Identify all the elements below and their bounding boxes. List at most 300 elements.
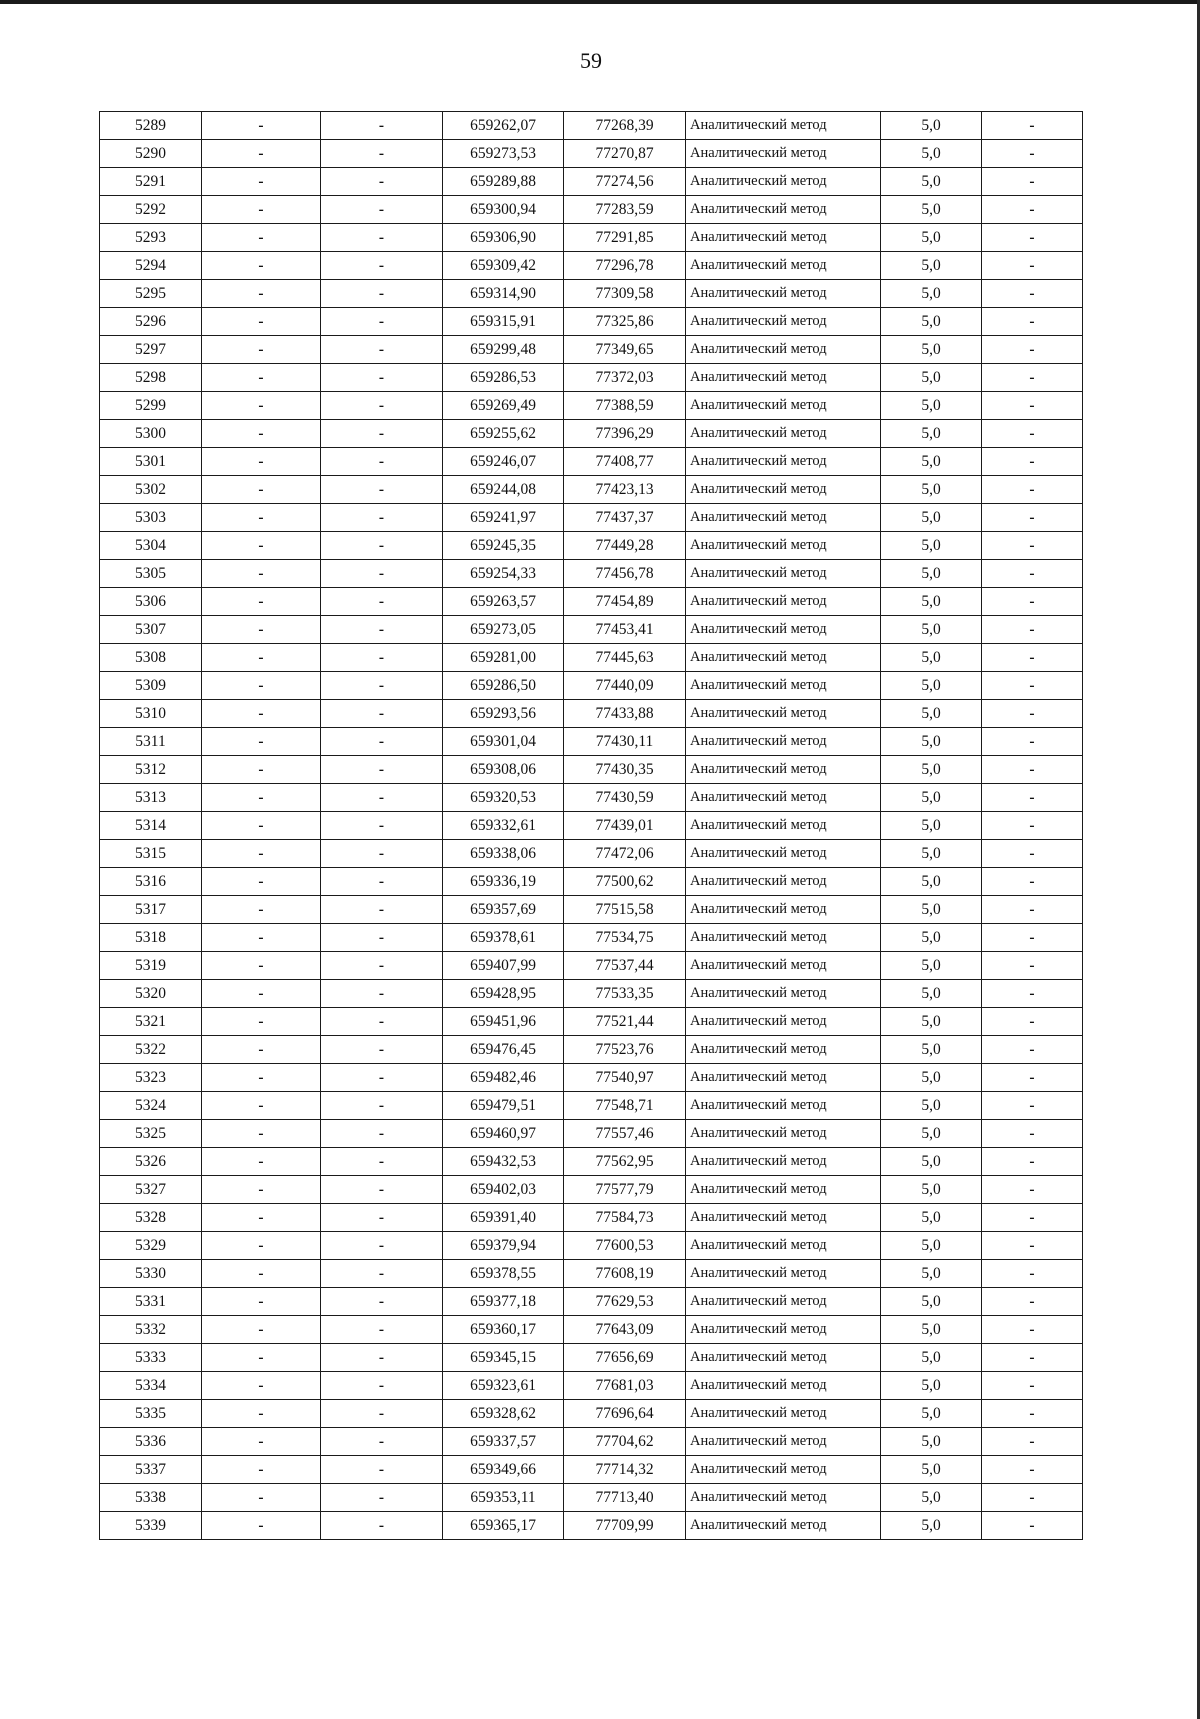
table-row (100, 336, 1083, 364)
accuracy-cell: 5,0 (881, 784, 982, 812)
method-cell: Аналитический метод (686, 224, 881, 252)
empty-dash-cell: - (202, 980, 321, 1008)
empty-dash-cell: - (321, 112, 443, 140)
accuracy-cell: 5,0 (881, 476, 982, 504)
empty-dash-cell: - (982, 1260, 1083, 1288)
empty-dash-cell: - (321, 476, 443, 504)
empty-dash-cell: - (982, 700, 1083, 728)
coordinate-x-cell: 659379,94 (443, 1232, 564, 1260)
table-row (100, 1120, 1083, 1148)
table-row (100, 504, 1083, 532)
empty-dash-cell: - (321, 616, 443, 644)
empty-dash-cell: - (321, 196, 443, 224)
empty-dash-cell: - (321, 1484, 443, 1512)
table-row (100, 1260, 1083, 1288)
empty-dash-cell: - (321, 1260, 443, 1288)
coordinate-y-cell: 77540,97 (564, 1064, 686, 1092)
coordinate-y-cell: 77577,79 (564, 1176, 686, 1204)
empty-dash-cell: - (982, 980, 1083, 1008)
point-number-cell: 5312 (100, 756, 202, 784)
accuracy-cell: 5,0 (881, 1120, 982, 1148)
table-row (100, 840, 1083, 868)
point-number-cell: 5323 (100, 1064, 202, 1092)
point-number-cell: 5300 (100, 420, 202, 448)
coordinate-x-cell: 659460,97 (443, 1120, 564, 1148)
point-number-cell: 5333 (100, 1344, 202, 1372)
empty-dash-cell: - (982, 840, 1083, 868)
empty-dash-cell: - (202, 1456, 321, 1484)
empty-dash-cell: - (202, 616, 321, 644)
empty-dash-cell: - (321, 1008, 443, 1036)
coordinate-y-cell: 77430,11 (564, 728, 686, 756)
method-cell: Аналитический метод (686, 476, 881, 504)
coordinate-x-cell: 659273,05 (443, 616, 564, 644)
empty-dash-cell: - (321, 924, 443, 952)
empty-dash-cell: - (982, 1064, 1083, 1092)
table-row (100, 448, 1083, 476)
coordinate-y-cell: 77713,40 (564, 1484, 686, 1512)
table-row (100, 252, 1083, 280)
empty-dash-cell: - (202, 644, 321, 672)
coordinate-x-cell: 659360,17 (443, 1316, 564, 1344)
empty-dash-cell: - (321, 1428, 443, 1456)
point-number-cell: 5294 (100, 252, 202, 280)
empty-dash-cell: - (321, 700, 443, 728)
empty-dash-cell: - (982, 1092, 1083, 1120)
accuracy-cell: 5,0 (881, 1512, 982, 1540)
point-number-cell: 5321 (100, 1008, 202, 1036)
accuracy-cell: 5,0 (881, 420, 982, 448)
empty-dash-cell: - (982, 392, 1083, 420)
method-cell: Аналитический метод (686, 1148, 881, 1176)
coordinate-y-cell: 77268,39 (564, 112, 686, 140)
point-number-cell: 5338 (100, 1484, 202, 1512)
empty-dash-cell: - (982, 420, 1083, 448)
accuracy-cell: 5,0 (881, 1484, 982, 1512)
point-number-cell: 5298 (100, 364, 202, 392)
point-number-cell: 5322 (100, 1036, 202, 1064)
coordinate-x-cell: 659402,03 (443, 1176, 564, 1204)
point-number-cell: 5325 (100, 1120, 202, 1148)
empty-dash-cell: - (982, 504, 1083, 532)
empty-dash-cell: - (321, 392, 443, 420)
table-row (100, 476, 1083, 504)
coordinates-table (99, 111, 1083, 1540)
coordinate-x-cell: 659314,90 (443, 280, 564, 308)
empty-dash-cell: - (321, 1064, 443, 1092)
accuracy-cell: 5,0 (881, 224, 982, 252)
empty-dash-cell: - (321, 448, 443, 476)
coordinate-x-cell: 659378,61 (443, 924, 564, 952)
table-row (100, 756, 1083, 784)
empty-dash-cell: - (321, 896, 443, 924)
table-row (100, 1316, 1083, 1344)
empty-dash-cell: - (982, 1372, 1083, 1400)
method-cell: Аналитический метод (686, 700, 881, 728)
empty-dash-cell: - (321, 980, 443, 1008)
point-number-cell: 5313 (100, 784, 202, 812)
empty-dash-cell: - (982, 1484, 1083, 1512)
coordinate-y-cell: 77291,85 (564, 224, 686, 252)
point-number-cell: 5293 (100, 224, 202, 252)
table-row (100, 868, 1083, 896)
point-number-cell: 5306 (100, 588, 202, 616)
accuracy-cell: 5,0 (881, 952, 982, 980)
table-row (100, 280, 1083, 308)
coordinate-x-cell: 659391,40 (443, 1204, 564, 1232)
coordinate-y-cell: 77696,64 (564, 1400, 686, 1428)
accuracy-cell: 5,0 (881, 392, 982, 420)
empty-dash-cell: - (321, 728, 443, 756)
coordinate-x-cell: 659345,15 (443, 1344, 564, 1372)
empty-dash-cell: - (202, 476, 321, 504)
accuracy-cell: 5,0 (881, 1456, 982, 1484)
point-number-cell: 5308 (100, 644, 202, 672)
coordinate-x-cell: 659432,53 (443, 1148, 564, 1176)
method-cell: Аналитический метод (686, 1512, 881, 1540)
table-row (100, 364, 1083, 392)
coordinate-y-cell: 77548,71 (564, 1092, 686, 1120)
empty-dash-cell: - (321, 1400, 443, 1428)
empty-dash-cell: - (202, 532, 321, 560)
accuracy-cell: 5,0 (881, 644, 982, 672)
empty-dash-cell: - (202, 924, 321, 952)
point-number-cell: 5328 (100, 1204, 202, 1232)
table-row (100, 1400, 1083, 1428)
coordinate-x-cell: 659286,53 (443, 364, 564, 392)
empty-dash-cell: - (202, 896, 321, 924)
coordinate-x-cell: 659428,95 (443, 980, 564, 1008)
empty-dash-cell: - (321, 532, 443, 560)
coordinate-x-cell: 659306,90 (443, 224, 564, 252)
table-row (100, 1456, 1083, 1484)
point-number-cell: 5297 (100, 336, 202, 364)
table-row (100, 1484, 1083, 1512)
coordinate-y-cell: 77423,13 (564, 476, 686, 504)
point-number-cell: 5289 (100, 112, 202, 140)
table-body (100, 112, 1083, 1540)
coordinate-y-cell: 77430,35 (564, 756, 686, 784)
empty-dash-cell: - (982, 280, 1083, 308)
empty-dash-cell: - (321, 952, 443, 980)
coordinate-x-cell: 659336,19 (443, 868, 564, 896)
coordinate-y-cell: 77445,63 (564, 644, 686, 672)
empty-dash-cell: - (982, 952, 1083, 980)
empty-dash-cell: - (982, 448, 1083, 476)
coordinate-y-cell: 77349,65 (564, 336, 686, 364)
method-cell: Аналитический метод (686, 1064, 881, 1092)
empty-dash-cell: - (982, 1232, 1083, 1260)
empty-dash-cell: - (202, 308, 321, 336)
method-cell: Аналитический метод (686, 1092, 881, 1120)
method-cell: Аналитический метод (686, 1120, 881, 1148)
coordinate-x-cell: 659262,07 (443, 112, 564, 140)
point-number-cell: 5330 (100, 1260, 202, 1288)
empty-dash-cell: - (321, 1456, 443, 1484)
point-number-cell: 5296 (100, 308, 202, 336)
empty-dash-cell: - (202, 1064, 321, 1092)
coordinate-y-cell: 77656,69 (564, 1344, 686, 1372)
coordinate-x-cell: 659482,46 (443, 1064, 564, 1092)
method-cell: Аналитический метод (686, 1288, 881, 1316)
point-number-cell: 5326 (100, 1148, 202, 1176)
coordinate-y-cell: 77681,03 (564, 1372, 686, 1400)
method-cell: Аналитический метод (686, 1316, 881, 1344)
table-row (100, 1148, 1083, 1176)
accuracy-cell: 5,0 (881, 532, 982, 560)
table-row (100, 392, 1083, 420)
method-cell: Аналитический метод (686, 784, 881, 812)
coordinate-x-cell: 659255,62 (443, 420, 564, 448)
point-number-cell: 5301 (100, 448, 202, 476)
empty-dash-cell: - (982, 1176, 1083, 1204)
coordinate-y-cell: 77515,58 (564, 896, 686, 924)
method-cell: Аналитический метод (686, 140, 881, 168)
accuracy-cell: 5,0 (881, 448, 982, 476)
coordinate-x-cell: 659308,06 (443, 756, 564, 784)
coordinate-x-cell: 659479,51 (443, 1092, 564, 1120)
empty-dash-cell: - (321, 756, 443, 784)
empty-dash-cell: - (321, 252, 443, 280)
coordinate-y-cell: 77562,95 (564, 1148, 686, 1176)
table-row (100, 1204, 1083, 1232)
point-number-cell: 5318 (100, 924, 202, 952)
coordinate-x-cell: 659365,17 (443, 1512, 564, 1540)
empty-dash-cell: - (982, 1036, 1083, 1064)
coordinate-x-cell: 659337,57 (443, 1428, 564, 1456)
accuracy-cell: 5,0 (881, 1232, 982, 1260)
coordinate-x-cell: 659309,42 (443, 252, 564, 280)
table-row (100, 952, 1083, 980)
empty-dash-cell: - (982, 644, 1083, 672)
empty-dash-cell: - (202, 140, 321, 168)
coordinate-x-cell: 659476,45 (443, 1036, 564, 1064)
table-row (100, 1344, 1083, 1372)
empty-dash-cell: - (321, 560, 443, 588)
table-row (100, 140, 1083, 168)
empty-dash-cell: - (202, 504, 321, 532)
empty-dash-cell: - (982, 476, 1083, 504)
coordinate-x-cell: 659315,91 (443, 308, 564, 336)
accuracy-cell: 5,0 (881, 1288, 982, 1316)
coordinate-x-cell: 659244,08 (443, 476, 564, 504)
accuracy-cell: 5,0 (881, 868, 982, 896)
empty-dash-cell: - (982, 532, 1083, 560)
table-row (100, 588, 1083, 616)
method-cell: Аналитический метод (686, 1232, 881, 1260)
empty-dash-cell: - (321, 364, 443, 392)
coordinate-y-cell: 77274,56 (564, 168, 686, 196)
method-cell: Аналитический метод (686, 980, 881, 1008)
accuracy-cell: 5,0 (881, 1344, 982, 1372)
coordinate-y-cell: 77408,77 (564, 448, 686, 476)
table-row (100, 1176, 1083, 1204)
coordinate-x-cell: 659320,53 (443, 784, 564, 812)
accuracy-cell: 5,0 (881, 588, 982, 616)
accuracy-cell: 5,0 (881, 672, 982, 700)
point-number-cell: 5319 (100, 952, 202, 980)
empty-dash-cell: - (202, 1092, 321, 1120)
method-cell: Аналитический метод (686, 1036, 881, 1064)
coordinate-y-cell: 77472,06 (564, 840, 686, 868)
method-cell: Аналитический метод (686, 336, 881, 364)
empty-dash-cell: - (321, 420, 443, 448)
empty-dash-cell: - (202, 1344, 321, 1372)
empty-dash-cell: - (321, 1092, 443, 1120)
table-row (100, 1008, 1083, 1036)
coordinate-y-cell: 77437,37 (564, 504, 686, 532)
empty-dash-cell: - (202, 1232, 321, 1260)
method-cell: Аналитический метод (686, 1008, 881, 1036)
scan-top-edge (0, 0, 1200, 4)
accuracy-cell: 5,0 (881, 1316, 982, 1344)
empty-dash-cell: - (982, 1204, 1083, 1232)
coordinate-y-cell: 77537,44 (564, 952, 686, 980)
coordinate-y-cell: 77388,59 (564, 392, 686, 420)
coordinate-y-cell: 77453,41 (564, 616, 686, 644)
empty-dash-cell: - (321, 784, 443, 812)
empty-dash-cell: - (982, 1512, 1083, 1540)
point-number-cell: 5327 (100, 1176, 202, 1204)
accuracy-cell: 5,0 (881, 168, 982, 196)
point-number-cell: 5331 (100, 1288, 202, 1316)
empty-dash-cell: - (202, 868, 321, 896)
point-number-cell: 5310 (100, 700, 202, 728)
accuracy-cell: 5,0 (881, 924, 982, 952)
point-number-cell: 5292 (100, 196, 202, 224)
coordinate-x-cell: 659299,48 (443, 336, 564, 364)
coordinate-y-cell: 77270,87 (564, 140, 686, 168)
method-cell: Аналитический метод (686, 1400, 881, 1428)
point-number-cell: 5303 (100, 504, 202, 532)
coordinate-y-cell: 77439,01 (564, 812, 686, 840)
accuracy-cell: 5,0 (881, 308, 982, 336)
empty-dash-cell: - (982, 1428, 1083, 1456)
point-number-cell: 5305 (100, 560, 202, 588)
coordinate-y-cell: 77325,86 (564, 308, 686, 336)
point-number-cell: 5314 (100, 812, 202, 840)
empty-dash-cell: - (982, 756, 1083, 784)
empty-dash-cell: - (202, 1120, 321, 1148)
accuracy-cell: 5,0 (881, 1400, 982, 1428)
empty-dash-cell: - (982, 196, 1083, 224)
coordinate-y-cell: 77534,75 (564, 924, 686, 952)
method-cell: Аналитический метод (686, 1484, 881, 1512)
coordinate-y-cell: 77557,46 (564, 1120, 686, 1148)
coordinate-y-cell: 77396,29 (564, 420, 686, 448)
accuracy-cell: 5,0 (881, 1428, 982, 1456)
empty-dash-cell: - (202, 420, 321, 448)
coordinate-x-cell: 659301,04 (443, 728, 564, 756)
empty-dash-cell: - (202, 560, 321, 588)
empty-dash-cell: - (982, 112, 1083, 140)
accuracy-cell: 5,0 (881, 840, 982, 868)
point-number-cell: 5339 (100, 1512, 202, 1540)
coordinate-y-cell: 77521,44 (564, 1008, 686, 1036)
accuracy-cell: 5,0 (881, 364, 982, 392)
table-row (100, 196, 1083, 224)
empty-dash-cell: - (321, 644, 443, 672)
table-row (100, 1036, 1083, 1064)
accuracy-cell: 5,0 (881, 504, 982, 532)
table-row (100, 672, 1083, 700)
coordinate-y-cell: 77629,53 (564, 1288, 686, 1316)
empty-dash-cell: - (321, 672, 443, 700)
coordinate-y-cell: 77704,62 (564, 1428, 686, 1456)
method-cell: Аналитический метод (686, 392, 881, 420)
point-number-cell: 5299 (100, 392, 202, 420)
coordinate-y-cell: 77456,78 (564, 560, 686, 588)
method-cell: Аналитический метод (686, 672, 881, 700)
empty-dash-cell: - (202, 728, 321, 756)
point-number-cell: 5307 (100, 616, 202, 644)
coordinate-y-cell: 77584,73 (564, 1204, 686, 1232)
method-cell: Аналитический метод (686, 952, 881, 980)
empty-dash-cell: - (202, 840, 321, 868)
accuracy-cell: 5,0 (881, 1176, 982, 1204)
empty-dash-cell: - (321, 1204, 443, 1232)
coordinate-x-cell: 659246,07 (443, 448, 564, 476)
table-row (100, 1232, 1083, 1260)
table-row (100, 1372, 1083, 1400)
empty-dash-cell: - (202, 112, 321, 140)
table-row (100, 924, 1083, 952)
table-row (100, 308, 1083, 336)
accuracy-cell: 5,0 (881, 140, 982, 168)
coordinate-x-cell: 659289,88 (443, 168, 564, 196)
table-row (100, 168, 1083, 196)
method-cell: Аналитический метод (686, 532, 881, 560)
empty-dash-cell: - (321, 168, 443, 196)
empty-dash-cell: - (982, 140, 1083, 168)
accuracy-cell: 5,0 (881, 112, 982, 140)
method-cell: Аналитический метод (686, 1260, 881, 1288)
empty-dash-cell: - (982, 168, 1083, 196)
accuracy-cell: 5,0 (881, 700, 982, 728)
table-row (100, 812, 1083, 840)
empty-dash-cell: - (982, 812, 1083, 840)
empty-dash-cell: - (982, 1456, 1083, 1484)
table-row (100, 616, 1083, 644)
accuracy-cell: 5,0 (881, 980, 982, 1008)
table-row (100, 560, 1083, 588)
empty-dash-cell: - (202, 224, 321, 252)
empty-dash-cell: - (202, 448, 321, 476)
empty-dash-cell: - (321, 1036, 443, 1064)
accuracy-cell: 5,0 (881, 1260, 982, 1288)
coordinate-x-cell: 659263,57 (443, 588, 564, 616)
empty-dash-cell: - (321, 1344, 443, 1372)
coordinate-y-cell: 77296,78 (564, 252, 686, 280)
coordinate-x-cell: 659269,49 (443, 392, 564, 420)
point-number-cell: 5304 (100, 532, 202, 560)
empty-dash-cell: - (321, 812, 443, 840)
empty-dash-cell: - (202, 392, 321, 420)
empty-dash-cell: - (982, 1148, 1083, 1176)
method-cell: Аналитический метод (686, 756, 881, 784)
empty-dash-cell: - (321, 1148, 443, 1176)
empty-dash-cell: - (321, 504, 443, 532)
accuracy-cell: 5,0 (881, 1064, 982, 1092)
method-cell: Аналитический метод (686, 1176, 881, 1204)
method-cell: Аналитический метод (686, 364, 881, 392)
coordinate-x-cell: 659323,61 (443, 1372, 564, 1400)
empty-dash-cell: - (202, 1428, 321, 1456)
accuracy-cell: 5,0 (881, 812, 982, 840)
point-number-cell: 5311 (100, 728, 202, 756)
table-row (100, 728, 1083, 756)
accuracy-cell: 5,0 (881, 336, 982, 364)
